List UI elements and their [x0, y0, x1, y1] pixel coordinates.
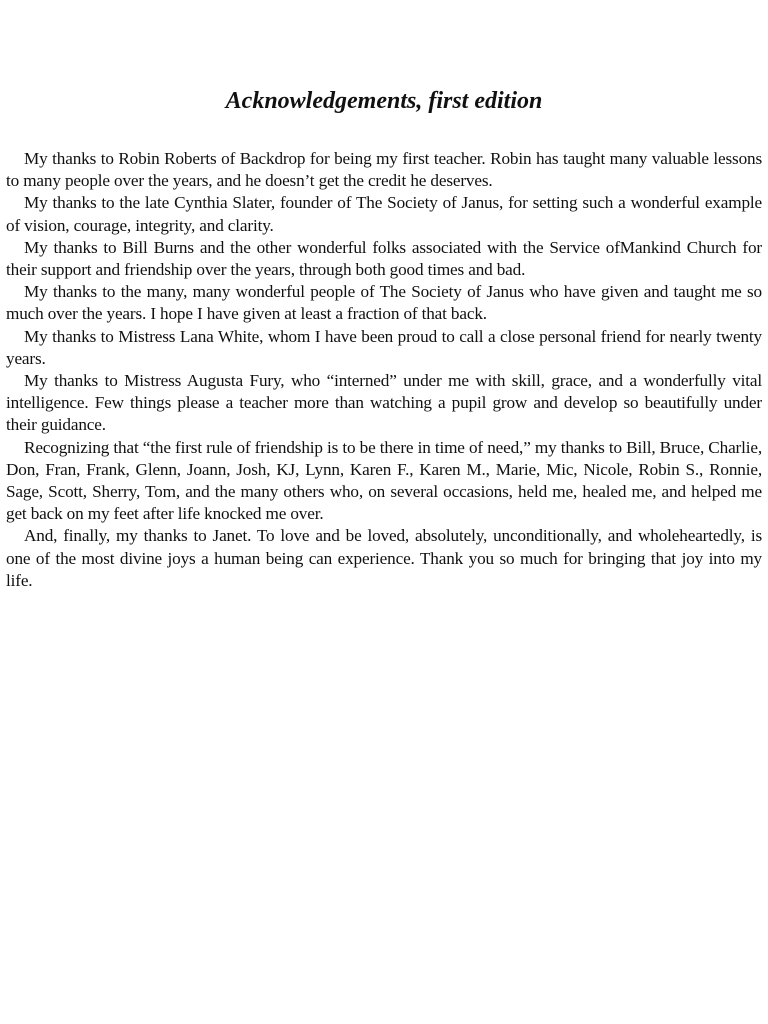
page-title: Acknowledgements, first edition — [225, 88, 543, 114]
paragraph-lana-white: My thanks to Mistress Lana White, whom I have been proud to call a close personal friend for nearly twenty years. — [6, 326, 762, 368]
paragraph-bill-burns: My thanks to Bill Burns and the other wonderful folks associated with the Service ofMankind Church for their support and friendship over the years, through both good times and bad. — [6, 237, 762, 280]
paragraph-cynthia-slater: My thanks to the late Cynthia Slater, founder of The Society of Janus, for setting such a wonderful example of vision, courage, integrity, and clarity. — [6, 193, 762, 235]
paragraph-janet: And, finally, my thanks to Janet. To love and be loved, absolutely, unconditionally, and wholeheartedly, is one of the most divine joys a human being can experience. Thank you so much for bringing that joy into my life. — [6, 526, 762, 590]
paragraph-friendship: Recognizing that “the first rule of friendship is to be there in time of need,” my thanks to Bill, Bruce, Charlie, Don, Fran, Frank, Glenn, Joann, Josh, KJ, Lynn, Karen F., Karen M., Marie, Mic, Nicole, Robin S., Ronnie, Sage, Scott, Sherry, Tom, and the many others who, on several occasions, held me, healed me, and helped me get back on my feet after life knocked me over. — [6, 437, 762, 524]
paragraph-augusta-fury: My thanks to Mistress Augusta Fury, who “interned” under me with skill, grace, and a wonderfully vital intelligence. Few things please a teacher more than watching a pupil grow and develop so beautifully under their guidance. — [6, 371, 762, 435]
paragraph-society-of-janus: My thanks to the many, many wonderful people of The Society of Janus who have given and taught me so much over the years. I hope I have given at least a fraction of that back. — [6, 282, 762, 324]
acknowledgements-body — [6, 148, 762, 592]
paragraph-robin-roberts: My thanks to Robin Roberts of Backdrop for being my first teacher. Robin has taught many valuable lessons to many people over the years, and he doesn’t get the credit he deserves. — [6, 149, 762, 191]
